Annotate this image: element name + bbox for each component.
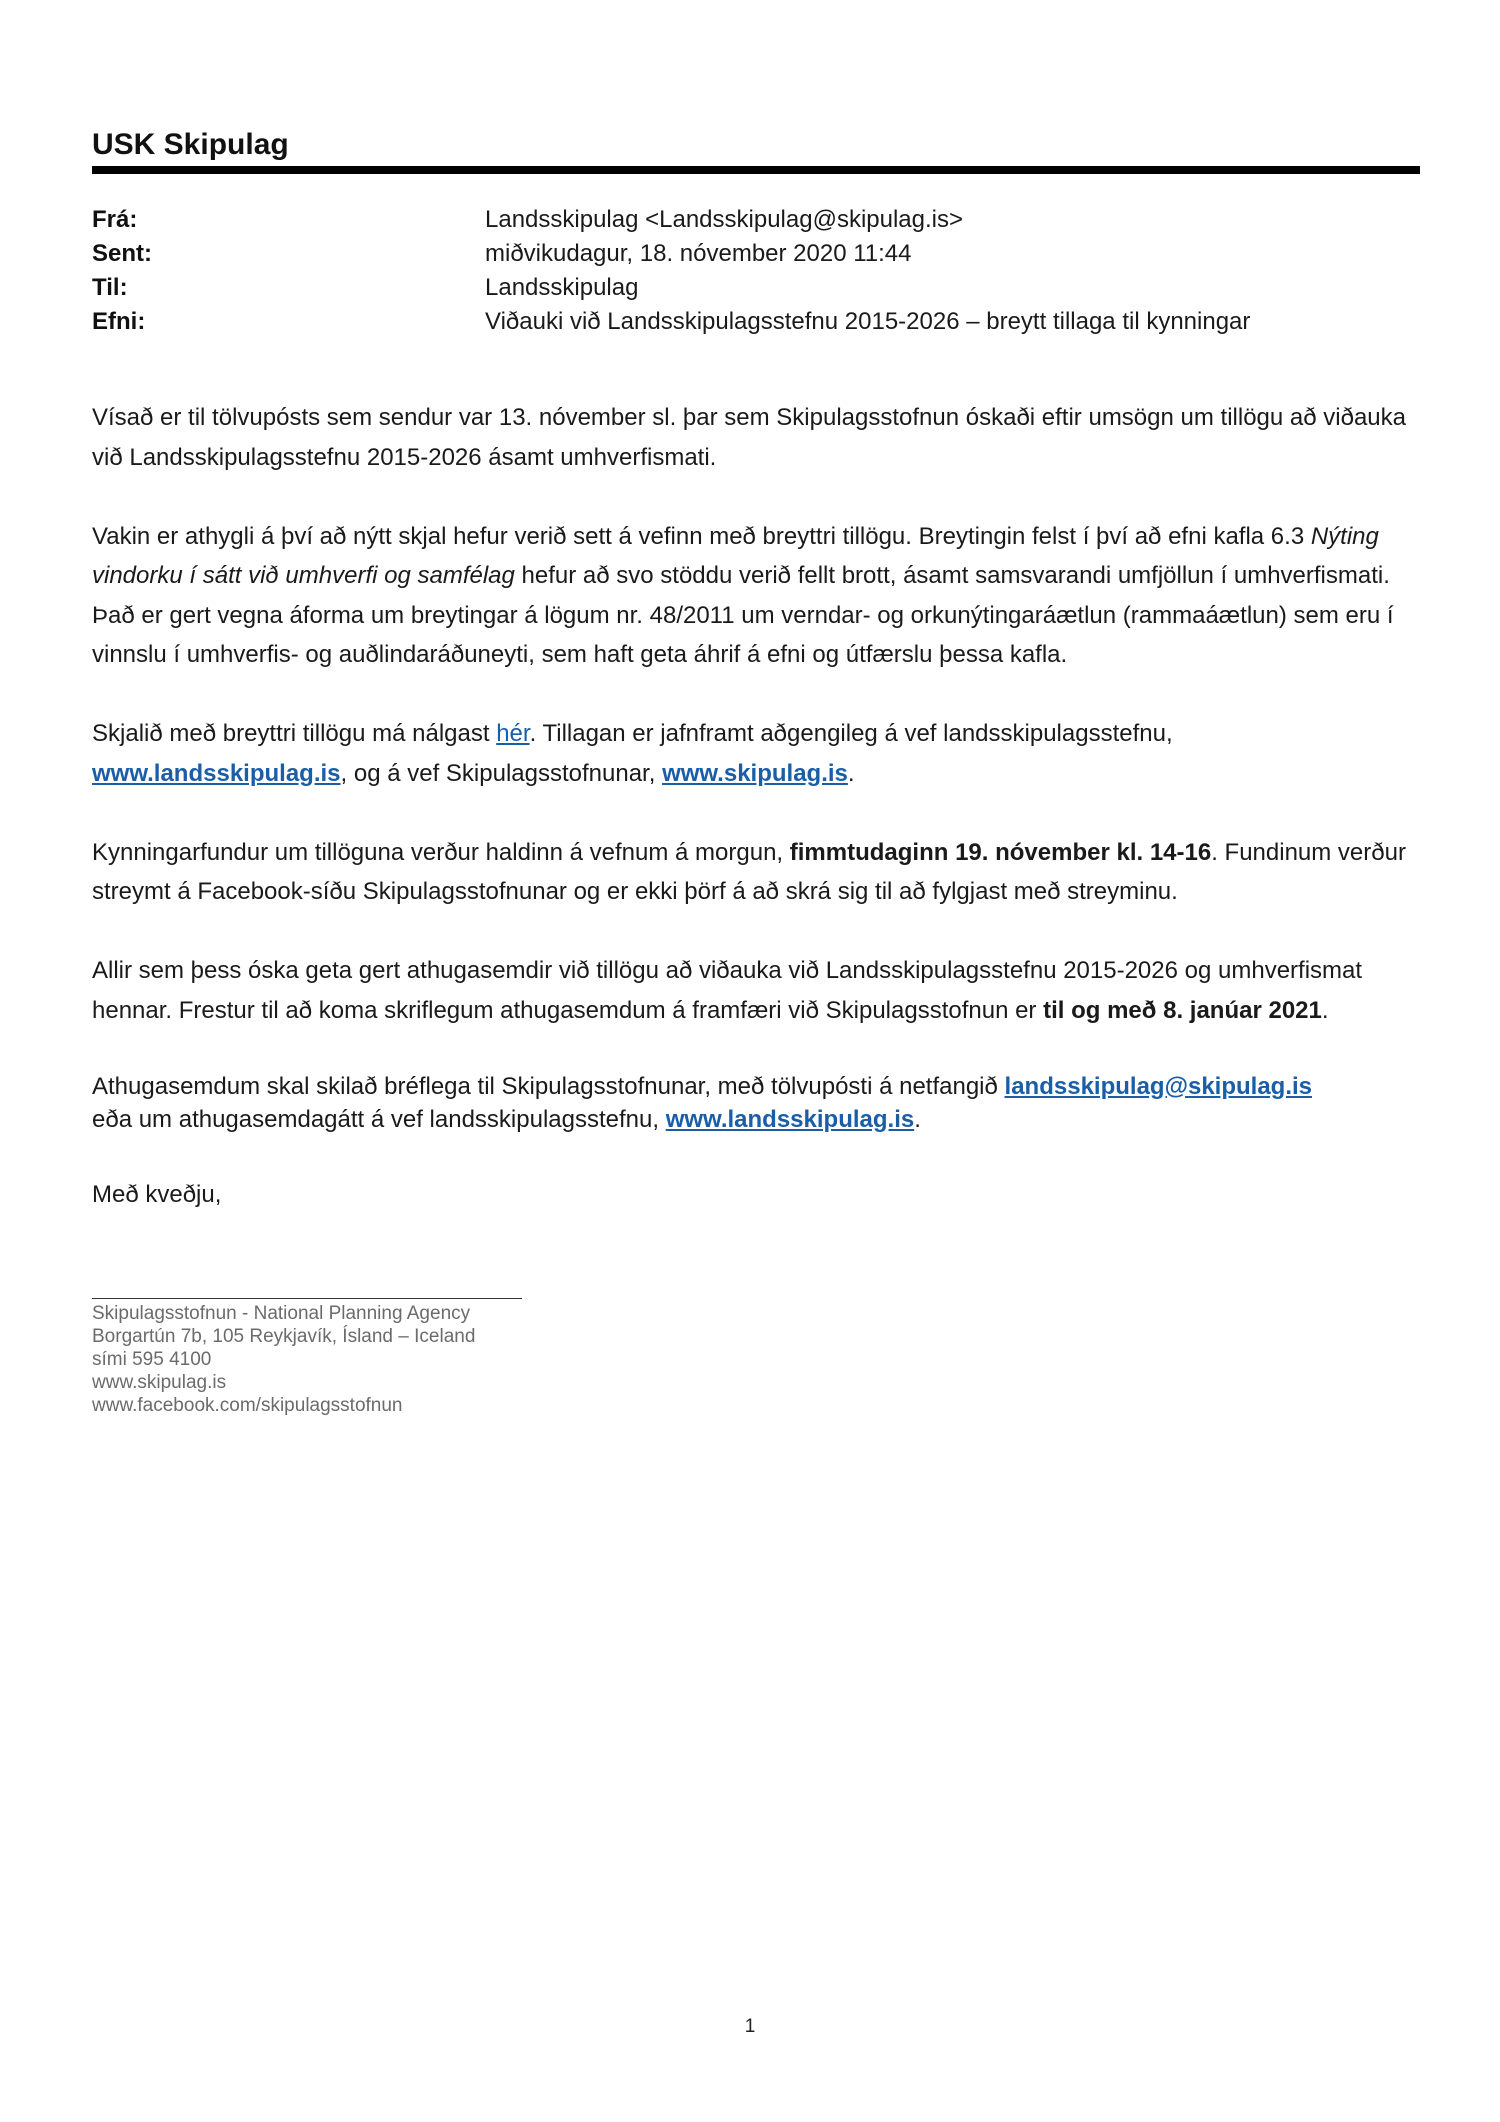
header-value-sent: miðvikudagur, 18. nóvember 2020 11:44 [485, 240, 912, 267]
paragraph-text: . [1321, 996, 1329, 1024]
paragraph-text: hefur að svo stöddu verið fellt brott, ásamt samsvarandi umfjöllun í umhverfismati. Það er gert vegna áforma um breytingar á lögum nr. 48/2011 um verndar- og orkunýtingaráætlun (rammaáætlun) sem eru í vinnslu í umhverfis- og auðlindaráðuneyti, sem haft geta áhrif á efni og útfærslu þessa kafla. [92, 562, 1394, 668]
paragraph-text: . Fundinum verður streymt á Facebook-síðu Skipulagsstofnunar og er ekki þörf á að skrá sig til að fylgjast með streyminu. [92, 838, 1406, 905]
paragraph-deadline [92, 951, 1420, 1030]
paragraph-text: . [914, 1105, 921, 1133]
signature-block [92, 1302, 475, 1417]
paragraph-text: eða um athugasemdagátt á vef landsskipulagsstefnu, [92, 1105, 666, 1133]
header-label: Til: [92, 274, 128, 301]
paragraph-reference [92, 398, 1420, 477]
signature-divider [92, 1298, 522, 1299]
paragraph-change-notice [92, 517, 1420, 675]
paragraph-submission [92, 1070, 1420, 1136]
paragraph-document-links [92, 714, 1420, 793]
header-value-to: Landsskipulag [485, 274, 639, 301]
signature-facebook: www.facebook.com/skipulagsstofnun [92, 1395, 403, 1416]
email-link[interactable]: landsskipulag@skipulag.is [1004, 1072, 1313, 1100]
org-title: USK Skipulag [92, 128, 289, 161]
document-here-link[interactable]: hér [496, 720, 530, 747]
header-label: Sent: [92, 240, 152, 267]
closing-greeting: Með kveðju, [92, 1181, 222, 1208]
signature-phone: sími 595 4100 [92, 1349, 212, 1370]
signature-org: Skipulagsstofnun - National Planning Agency [92, 1303, 471, 1324]
header-row-to [92, 271, 1420, 305]
paragraph-text: Kynningarfundur um tillöguna verður haldinn á vefnum á morgun, [92, 838, 790, 866]
meeting-date: fimmtudaginn 19. nóvember kl. 14-16 [789, 838, 1212, 866]
paragraph-text: Vakin er athygli á því að nýtt skjal hefur verið sett á vefinn með breyttri tillögu. Breytingin felst í því að efni kafla 6.3 [92, 522, 1311, 550]
header-value-subject: Viðauki við Landsskipulagsstefnu 2015-2026 – breytt tillaga til kynningar [485, 308, 1251, 335]
email-headers [92, 203, 1420, 339]
landsskipulag-link[interactable]: www.landsskipulag.is [665, 1105, 915, 1133]
header-row-from [92, 203, 1420, 237]
landsskipulag-link[interactable]: www.landsskipulag.is [92, 759, 341, 787]
paragraph-text: Athugasemdum skal skilað bréflega til Skipulagsstofnunar, með tölvupósti á netfangið [92, 1072, 1005, 1100]
header-row-sent [92, 237, 1420, 271]
email-body [92, 398, 1420, 1254]
header-row-subject [92, 305, 1420, 339]
header-label: Efni: [92, 308, 146, 335]
header-value-from: Landsskipulag <Landsskipulag@skipulag.is> [485, 206, 964, 233]
deadline-date: til og með 8. janúar 2021 [1043, 996, 1322, 1024]
signature-address: Borgartún 7b, 105 Reykjavík, Ísland – Iceland [92, 1326, 476, 1347]
paragraph-text: , og á vef Skipulagsstofnunar, [340, 759, 663, 787]
page-number: 1 [744, 2016, 756, 2037]
header-label: Frá: [92, 206, 138, 233]
skipulag-link[interactable]: www.skipulag.is [662, 759, 848, 787]
paragraph-meeting [92, 833, 1420, 912]
paragraph-text: . Tillagan er jafnframt aðgengileg á vef landsskipulagsstefnu, [529, 720, 1173, 747]
paragraph-text: Vísað er til tölvupósts sem sendur var 13. nóvember sl. þar sem Skipulagsstofnun óskaði eftir umsögn um tillögu að viðauka við Landsskipulagsstefnu 2015-2026 ásamt umhverfismati. [92, 404, 1406, 471]
paragraph-text: . [847, 759, 855, 787]
signature-website: www.skipulag.is [92, 1372, 227, 1393]
paragraph-text: Allir sem þess óska geta gert athugasemdir við tillögu að viðauka við Landsskipulagsstefnu 2015-2026 og umhverfismat hennar. Frestur til að koma skriflegum athugasemdum á framfæri við Skipulagsstofnun er [92, 957, 1363, 1024]
paragraph-text: Skjalið með breyttri tillögu má nálgast [92, 720, 497, 747]
chapter-title: Nýting vindorku í sátt við umhverfi og samfélag [92, 522, 1379, 589]
title-divider [92, 166, 1420, 174]
